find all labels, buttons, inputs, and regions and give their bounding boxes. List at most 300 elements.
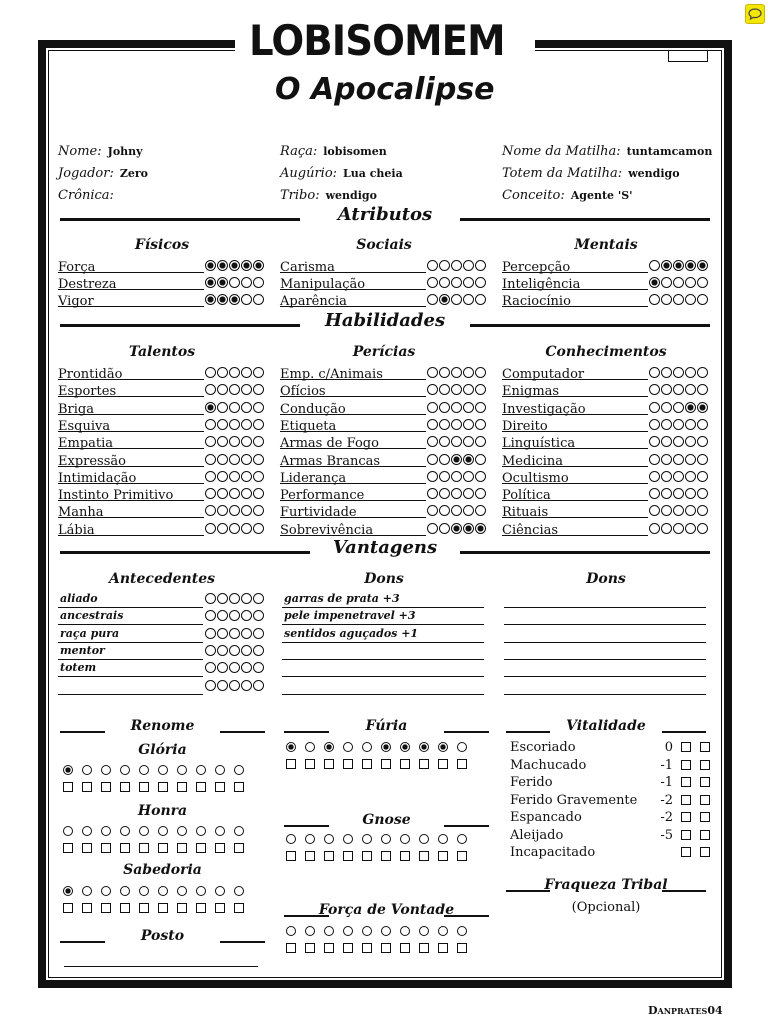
rating-dot[interactable]: [463, 402, 474, 413]
track-box[interactable]: [362, 943, 372, 953]
rating-dot[interactable]: [241, 402, 252, 413]
rating-dot[interactable]: [475, 505, 486, 516]
track-box[interactable]: [215, 903, 225, 913]
rating-dot[interactable]: [217, 402, 228, 413]
track-dot[interactable]: [343, 926, 353, 936]
track-box[interactable]: [139, 843, 149, 853]
track-dot[interactable]: [215, 765, 225, 775]
rating-dot[interactable]: [427, 471, 438, 482]
rating-dot[interactable]: [451, 384, 462, 395]
rating-dot[interactable]: [241, 505, 252, 516]
rating-dot[interactable]: [241, 680, 252, 691]
track-box[interactable]: [419, 759, 429, 769]
health-box[interactable]: [700, 742, 710, 752]
rating-dot[interactable]: [241, 260, 252, 271]
rating-dot[interactable]: [475, 402, 486, 413]
track-box[interactable]: [343, 851, 353, 861]
gift-name[interactable]: sentidos aguçados +1: [284, 626, 419, 640]
track-dot[interactable]: [438, 926, 448, 936]
track-box[interactable]: [196, 843, 206, 853]
rating-dot[interactable]: [439, 454, 450, 465]
rating-dot[interactable]: [661, 419, 672, 430]
rating-dot[interactable]: [685, 436, 696, 447]
rating-dot[interactable]: [253, 593, 264, 604]
rating-dot[interactable]: [241, 471, 252, 482]
rating-dot[interactable]: [685, 402, 696, 413]
rating-dot[interactable]: [463, 454, 474, 465]
rating-dot[interactable]: [673, 523, 684, 534]
rating-dot[interactable]: [475, 277, 486, 288]
rating-dot[interactable]: [205, 260, 216, 271]
rating-dot[interactable]: [241, 367, 252, 378]
rating-dot[interactable]: [217, 628, 228, 639]
track-dot[interactable]: [305, 742, 315, 752]
rating-dot[interactable]: [427, 523, 438, 534]
rating-dot[interactable]: [697, 488, 708, 499]
rating-dot[interactable]: [649, 277, 660, 288]
health-box[interactable]: [700, 760, 710, 770]
rating-dot[interactable]: [229, 402, 240, 413]
track-box[interactable]: [101, 843, 111, 853]
background-name[interactable]: mentor: [60, 643, 105, 657]
track-dot[interactable]: [101, 826, 111, 836]
rating-dot[interactable]: [673, 402, 684, 413]
rating-dot[interactable]: [229, 384, 240, 395]
track-box[interactable]: [438, 759, 448, 769]
rating-dot[interactable]: [253, 471, 264, 482]
rating-dot[interactable]: [697, 505, 708, 516]
rating-dot[interactable]: [673, 294, 684, 305]
rating-dot[interactable]: [697, 523, 708, 534]
rating-dot[interactable]: [685, 488, 696, 499]
track-dot[interactable]: [63, 765, 73, 775]
rating-dot[interactable]: [241, 610, 252, 621]
rating-dot[interactable]: [229, 419, 240, 430]
rating-dot[interactable]: [697, 454, 708, 465]
rating-dot[interactable]: [229, 471, 240, 482]
track-dot[interactable]: [196, 826, 206, 836]
rating-dot[interactable]: [451, 294, 462, 305]
rating-dot[interactable]: [205, 505, 216, 516]
rating-dot[interactable]: [229, 436, 240, 447]
rating-dot[interactable]: [649, 471, 660, 482]
gift-name[interactable]: pele impenetravel +3: [284, 609, 416, 623]
rating-dot[interactable]: [463, 419, 474, 430]
track-dot[interactable]: [343, 742, 353, 752]
rating-dot[interactable]: [463, 260, 474, 271]
rating-dot[interactable]: [697, 260, 708, 271]
rating-dot[interactable]: [649, 294, 660, 305]
rating-dot[interactable]: [451, 471, 462, 482]
rating-dot[interactable]: [205, 419, 216, 430]
rating-dot[interactable]: [253, 294, 264, 305]
gift-name[interactable]: garras de prata +3: [284, 592, 400, 605]
rating-dot[interactable]: [475, 454, 486, 465]
rating-dot[interactable]: [475, 260, 486, 271]
rating-dot[interactable]: [241, 662, 252, 673]
rating-dot[interactable]: [463, 505, 474, 516]
track-box[interactable]: [158, 903, 168, 913]
rating-dot[interactable]: [673, 488, 684, 499]
track-box[interactable]: [362, 759, 372, 769]
health-box[interactable]: [681, 795, 691, 805]
rating-dot[interactable]: [217, 593, 228, 604]
rating-dot[interactable]: [253, 645, 264, 656]
rating-dot[interactable]: [229, 294, 240, 305]
rating-dot[interactable]: [661, 384, 672, 395]
track-dot[interactable]: [101, 886, 111, 896]
track-box[interactable]: [158, 782, 168, 792]
health-box[interactable]: [681, 760, 691, 770]
rating-dot[interactable]: [661, 471, 672, 482]
rating-dot[interactable]: [451, 367, 462, 378]
rating-dot[interactable]: [451, 419, 462, 430]
rating-dot[interactable]: [253, 488, 264, 499]
background-name[interactable]: ancestrais: [60, 609, 124, 623]
rating-dot[interactable]: [673, 384, 684, 395]
rating-dot[interactable]: [661, 402, 672, 413]
rating-dot[interactable]: [661, 260, 672, 271]
info-value[interactable]: Johny: [107, 145, 143, 158]
rating-dot[interactable]: [241, 277, 252, 288]
track-box[interactable]: [234, 843, 244, 853]
rating-dot[interactable]: [253, 384, 264, 395]
rating-dot[interactable]: [241, 419, 252, 430]
track-dot[interactable]: [362, 742, 372, 752]
track-dot[interactable]: [196, 886, 206, 896]
track-box[interactable]: [381, 851, 391, 861]
track-dot[interactable]: [438, 834, 448, 844]
health-box[interactable]: [700, 777, 710, 787]
track-box[interactable]: [82, 903, 92, 913]
track-dot[interactable]: [139, 765, 149, 775]
background-name[interactable]: totem: [60, 661, 97, 675]
rating-dot[interactable]: [673, 436, 684, 447]
rating-dot[interactable]: [229, 628, 240, 639]
track-dot[interactable]: [120, 765, 130, 775]
health-box[interactable]: [681, 742, 691, 752]
track-dot[interactable]: [63, 826, 73, 836]
track-dot[interactable]: [400, 834, 410, 844]
rating-dot[interactable]: [229, 454, 240, 465]
rating-dot[interactable]: [253, 402, 264, 413]
track-dot[interactable]: [120, 886, 130, 896]
health-box[interactable]: [700, 830, 710, 840]
info-value[interactable]: wendigo: [325, 189, 377, 202]
track-dot[interactable]: [324, 834, 334, 844]
rating-dot[interactable]: [253, 260, 264, 271]
track-box[interactable]: [286, 759, 296, 769]
track-dot[interactable]: [63, 886, 73, 896]
rating-dot[interactable]: [241, 628, 252, 639]
track-dot[interactable]: [381, 834, 391, 844]
info-value[interactable]: tuntamcamon: [626, 145, 713, 158]
track-box[interactable]: [419, 943, 429, 953]
rating-dot[interactable]: [205, 367, 216, 378]
background-name[interactable]: aliado: [60, 592, 98, 605]
track-dot[interactable]: [457, 742, 467, 752]
track-dot[interactable]: [324, 926, 334, 936]
rating-dot[interactable]: [427, 367, 438, 378]
track-box[interactable]: [196, 903, 206, 913]
track-box[interactable]: [381, 943, 391, 953]
rating-dot[interactable]: [649, 523, 660, 534]
track-dot[interactable]: [438, 742, 448, 752]
track-dot[interactable]: [419, 926, 429, 936]
rating-dot[interactable]: [439, 523, 450, 534]
rating-dot[interactable]: [685, 523, 696, 534]
track-dot[interactable]: [400, 926, 410, 936]
rating-dot[interactable]: [241, 523, 252, 534]
rating-dot[interactable]: [451, 402, 462, 413]
rating-dot[interactable]: [685, 471, 696, 482]
track-box[interactable]: [343, 759, 353, 769]
rating-dot[interactable]: [253, 523, 264, 534]
rating-dot[interactable]: [463, 523, 474, 534]
rating-dot[interactable]: [253, 277, 264, 288]
rating-dot[interactable]: [253, 454, 264, 465]
track-box[interactable]: [400, 851, 410, 861]
track-dot[interactable]: [362, 834, 372, 844]
track-box[interactable]: [120, 843, 130, 853]
rating-dot[interactable]: [685, 367, 696, 378]
rating-dot[interactable]: [697, 294, 708, 305]
rating-dot[interactable]: [451, 277, 462, 288]
rating-dot[interactable]: [427, 419, 438, 430]
rating-dot[interactable]: [217, 645, 228, 656]
rating-dot[interactable]: [253, 367, 264, 378]
track-dot[interactable]: [419, 834, 429, 844]
rating-dot[interactable]: [697, 436, 708, 447]
track-dot[interactable]: [457, 834, 467, 844]
track-box[interactable]: [438, 851, 448, 861]
rating-dot[interactable]: [205, 277, 216, 288]
rating-dot[interactable]: [649, 384, 660, 395]
rating-dot[interactable]: [661, 488, 672, 499]
track-box[interactable]: [101, 903, 111, 913]
rating-dot[interactable]: [463, 367, 474, 378]
rating-dot[interactable]: [697, 402, 708, 413]
rating-dot[interactable]: [217, 454, 228, 465]
health-box[interactable]: [681, 830, 691, 840]
rating-dot[interactable]: [451, 523, 462, 534]
rating-dot[interactable]: [217, 610, 228, 621]
rating-dot[interactable]: [229, 260, 240, 271]
rating-dot[interactable]: [217, 294, 228, 305]
track-dot[interactable]: [419, 742, 429, 752]
rating-dot[interactable]: [205, 593, 216, 604]
rating-dot[interactable]: [463, 471, 474, 482]
rating-dot[interactable]: [673, 454, 684, 465]
health-box[interactable]: [700, 795, 710, 805]
rating-dot[interactable]: [463, 384, 474, 395]
rating-dot[interactable]: [427, 294, 438, 305]
rating-dot[interactable]: [205, 680, 216, 691]
rating-dot[interactable]: [205, 294, 216, 305]
rating-dot[interactable]: [241, 488, 252, 499]
rating-dot[interactable]: [685, 384, 696, 395]
rating-dot[interactable]: [205, 523, 216, 534]
rating-dot[interactable]: [229, 488, 240, 499]
rating-dot[interactable]: [475, 523, 486, 534]
rating-dot[interactable]: [253, 505, 264, 516]
track-dot[interactable]: [234, 886, 244, 896]
rating-dot[interactable]: [697, 384, 708, 395]
rating-dot[interactable]: [439, 294, 450, 305]
rating-dot[interactable]: [241, 384, 252, 395]
rating-dot[interactable]: [427, 384, 438, 395]
track-dot[interactable]: [286, 926, 296, 936]
rating-dot[interactable]: [427, 436, 438, 447]
rating-dot[interactable]: [475, 294, 486, 305]
rating-dot[interactable]: [697, 419, 708, 430]
track-box[interactable]: [158, 843, 168, 853]
rating-dot[interactable]: [661, 277, 672, 288]
rating-dot[interactable]: [649, 488, 660, 499]
rating-dot[interactable]: [217, 260, 228, 271]
rating-dot[interactable]: [673, 505, 684, 516]
rating-dot[interactable]: [649, 402, 660, 413]
track-box[interactable]: [63, 782, 73, 792]
health-box[interactable]: [681, 777, 691, 787]
rating-dot[interactable]: [241, 645, 252, 656]
track-box[interactable]: [400, 759, 410, 769]
rating-dot[interactable]: [205, 628, 216, 639]
rating-dot[interactable]: [475, 488, 486, 499]
track-box[interactable]: [101, 782, 111, 792]
track-dot[interactable]: [286, 742, 296, 752]
rating-dot[interactable]: [649, 419, 660, 430]
track-box[interactable]: [177, 903, 187, 913]
rating-dot[interactable]: [205, 454, 216, 465]
rating-dot[interactable]: [463, 488, 474, 499]
rating-dot[interactable]: [439, 402, 450, 413]
rating-dot[interactable]: [217, 662, 228, 673]
track-dot[interactable]: [158, 826, 168, 836]
rating-dot[interactable]: [427, 488, 438, 499]
track-dot[interactable]: [305, 926, 315, 936]
track-box[interactable]: [457, 759, 467, 769]
rating-dot[interactable]: [685, 505, 696, 516]
track-dot[interactable]: [286, 834, 296, 844]
track-dot[interactable]: [82, 886, 92, 896]
track-box[interactable]: [286, 851, 296, 861]
background-name[interactable]: raça pura: [60, 626, 120, 640]
track-box[interactable]: [362, 851, 372, 861]
rating-dot[interactable]: [673, 277, 684, 288]
rating-dot[interactable]: [439, 367, 450, 378]
track-box[interactable]: [324, 759, 334, 769]
rating-dot[interactable]: [439, 260, 450, 271]
rating-dot[interactable]: [217, 419, 228, 430]
rating-dot[interactable]: [661, 523, 672, 534]
rating-dot[interactable]: [475, 384, 486, 395]
rating-dot[interactable]: [649, 436, 660, 447]
track-box[interactable]: [438, 943, 448, 953]
rating-dot[interactable]: [253, 419, 264, 430]
rating-dot[interactable]: [439, 436, 450, 447]
rating-dot[interactable]: [205, 488, 216, 499]
track-box[interactable]: [120, 903, 130, 913]
rating-dot[interactable]: [673, 471, 684, 482]
track-dot[interactable]: [457, 926, 467, 936]
rating-dot[interactable]: [427, 402, 438, 413]
track-box[interactable]: [324, 851, 334, 861]
track-dot[interactable]: [215, 826, 225, 836]
rating-dot[interactable]: [205, 662, 216, 673]
rating-dot[interactable]: [253, 436, 264, 447]
health-box[interactable]: [681, 812, 691, 822]
rating-dot[interactable]: [241, 454, 252, 465]
rating-dot[interactable]: [649, 367, 660, 378]
rating-dot[interactable]: [463, 436, 474, 447]
rating-dot[interactable]: [451, 505, 462, 516]
rating-dot[interactable]: [451, 488, 462, 499]
rating-dot[interactable]: [439, 505, 450, 516]
rating-dot[interactable]: [673, 260, 684, 271]
track-dot[interactable]: [177, 886, 187, 896]
health-box[interactable]: [681, 847, 691, 857]
rating-dot[interactable]: [439, 277, 450, 288]
rating-dot[interactable]: [685, 260, 696, 271]
rating-dot[interactable]: [451, 454, 462, 465]
track-box[interactable]: [139, 903, 149, 913]
rating-dot[interactable]: [253, 662, 264, 673]
rating-dot[interactable]: [673, 419, 684, 430]
track-box[interactable]: [63, 903, 73, 913]
track-dot[interactable]: [234, 826, 244, 836]
track-dot[interactable]: [101, 765, 111, 775]
rating-dot[interactable]: [229, 593, 240, 604]
rating-dot[interactable]: [649, 505, 660, 516]
track-box[interactable]: [177, 843, 187, 853]
rating-dot[interactable]: [697, 277, 708, 288]
rating-dot[interactable]: [697, 471, 708, 482]
track-box[interactable]: [234, 782, 244, 792]
track-box[interactable]: [177, 782, 187, 792]
rating-dot[interactable]: [427, 454, 438, 465]
rating-dot[interactable]: [205, 402, 216, 413]
track-dot[interactable]: [324, 742, 334, 752]
rating-dot[interactable]: [685, 454, 696, 465]
rating-dot[interactable]: [229, 680, 240, 691]
rating-dot[interactable]: [217, 277, 228, 288]
health-box[interactable]: [700, 847, 710, 857]
rating-dot[interactable]: [673, 367, 684, 378]
rating-dot[interactable]: [661, 436, 672, 447]
info-value[interactable]: Agente 'S': [570, 189, 633, 202]
rating-dot[interactable]: [217, 680, 228, 691]
track-dot[interactable]: [400, 742, 410, 752]
track-box[interactable]: [139, 782, 149, 792]
rating-dot[interactable]: [217, 384, 228, 395]
rating-dot[interactable]: [427, 260, 438, 271]
track-dot[interactable]: [196, 765, 206, 775]
track-dot[interactable]: [82, 826, 92, 836]
comment-button[interactable]: [745, 4, 765, 24]
track-box[interactable]: [457, 851, 467, 861]
track-box[interactable]: [196, 782, 206, 792]
rating-dot[interactable]: [229, 610, 240, 621]
track-box[interactable]: [63, 843, 73, 853]
track-dot[interactable]: [381, 926, 391, 936]
rating-dot[interactable]: [463, 277, 474, 288]
rating-dot[interactable]: [685, 294, 696, 305]
track-box[interactable]: [305, 943, 315, 953]
track-box[interactable]: [305, 851, 315, 861]
rating-dot[interactable]: [661, 505, 672, 516]
rating-dot[interactable]: [253, 610, 264, 621]
